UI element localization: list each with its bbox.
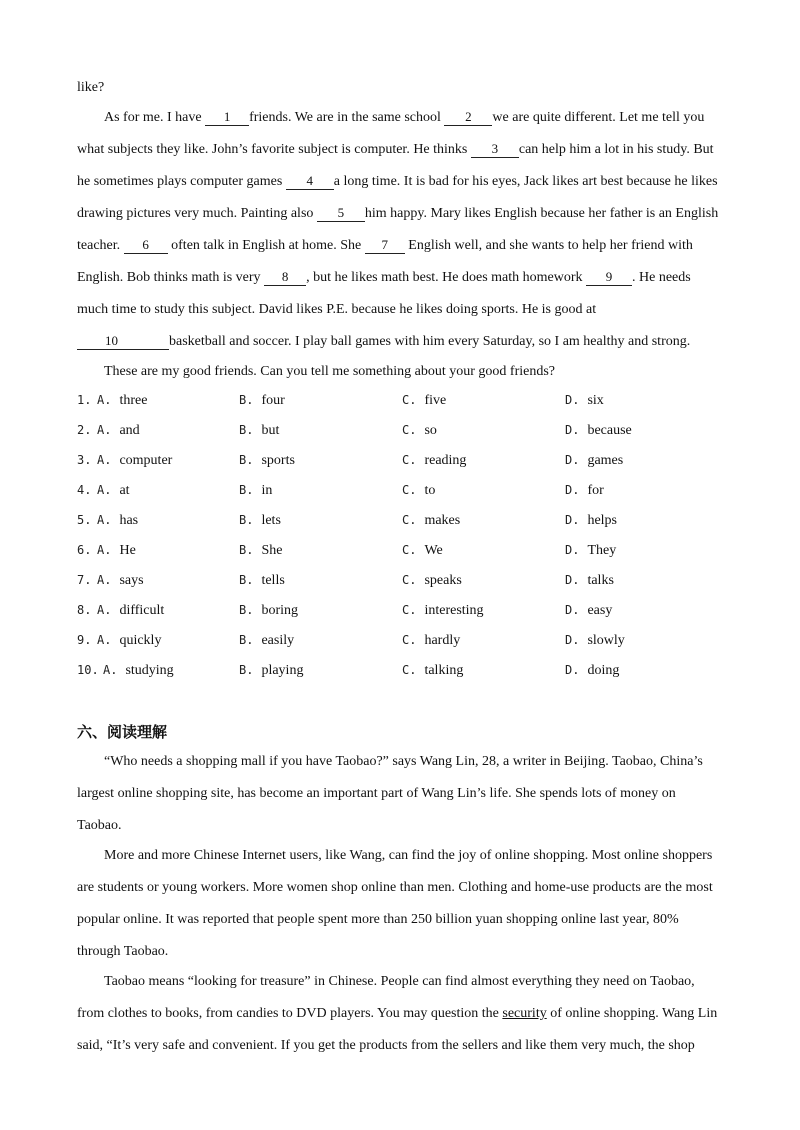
- option-c[interactable]: [402, 543, 443, 559]
- option-letter: D.: [565, 633, 580, 647]
- option-d[interactable]: [565, 483, 604, 499]
- option-text: to: [424, 483, 436, 498]
- question-number: 7.: [77, 573, 92, 587]
- option-letter: C.: [402, 483, 417, 497]
- reading-text: popular online. It was reported that people spent more than 250 billion yuan shopping online last year, 80%: [77, 912, 679, 927]
- question-number: 2.: [77, 423, 92, 437]
- option-letter: A.: [97, 513, 112, 527]
- option-row: [77, 483, 737, 503]
- question-number: 6.: [77, 543, 92, 557]
- option-letter: B.: [239, 573, 254, 587]
- option-text: He: [119, 543, 136, 558]
- option-letter: D.: [565, 393, 580, 407]
- blank-3: 3: [471, 141, 519, 158]
- option-a[interactable]: [97, 633, 161, 649]
- option-text: playing: [261, 663, 304, 678]
- option-text: computer: [119, 453, 173, 468]
- option-c[interactable]: [402, 513, 460, 529]
- passage-text: drawing pictures very much. Painting also: [77, 206, 317, 221]
- option-text: speaks: [424, 573, 462, 588]
- option-a[interactable]: [97, 393, 147, 409]
- option-letter: C.: [402, 543, 417, 557]
- option-d[interactable]: [565, 513, 617, 529]
- option-text: so: [424, 423, 437, 438]
- option-text: easily: [261, 633, 295, 648]
- option-text: hardly: [424, 633, 461, 648]
- option-c[interactable]: [402, 633, 460, 649]
- option-letter: D.: [565, 483, 580, 497]
- question-number: 9.: [77, 633, 92, 647]
- option-letter: D.: [565, 453, 580, 467]
- reading-line: [77, 785, 676, 803]
- option-letter: C.: [402, 663, 417, 677]
- option-text: six: [587, 393, 604, 408]
- option-letter: A.: [97, 483, 112, 497]
- option-a[interactable]: [97, 543, 136, 559]
- blank-10-number: 10: [105, 333, 118, 348]
- passage-text: can help him a lot in his study. But: [518, 142, 714, 157]
- blank-7: 7: [365, 237, 405, 254]
- reading-line: [77, 1037, 695, 1055]
- option-text: games: [587, 453, 624, 468]
- passage-text: . He needs: [632, 270, 691, 285]
- option-text: sports: [261, 453, 295, 468]
- underlined-word: security: [502, 1006, 547, 1021]
- option-text: quickly: [119, 633, 162, 648]
- passage-line: [77, 333, 690, 351]
- reading-line: [77, 1005, 717, 1023]
- passage-text: like?: [77, 80, 105, 95]
- option-letter: C.: [402, 423, 417, 437]
- option-a[interactable]: [103, 663, 174, 679]
- option-a[interactable]: [97, 453, 172, 469]
- option-d[interactable]: [565, 423, 632, 439]
- passage-line: [77, 79, 104, 97]
- option-letter: A.: [97, 453, 112, 467]
- passage-text: what subjects they like. John’s favorite subject is computer. He thinks: [77, 142, 471, 157]
- option-letter: C.: [402, 513, 417, 527]
- option-letter: D.: [565, 543, 580, 557]
- option-c[interactable]: [402, 423, 437, 439]
- option-text: reading: [424, 453, 467, 468]
- section-title: 六、阅读理解: [77, 723, 168, 741]
- passage-text: he sometimes plays computer games: [77, 174, 286, 189]
- blank-6: 6: [124, 237, 168, 254]
- option-row: [77, 513, 737, 533]
- option-c[interactable]: [402, 663, 463, 679]
- option-letter: A.: [97, 393, 112, 407]
- option-d[interactable]: [565, 633, 625, 649]
- option-d[interactable]: [565, 393, 604, 409]
- blank-4: 4: [286, 173, 334, 190]
- option-row: [77, 423, 737, 443]
- option-letter: D.: [565, 423, 580, 437]
- option-letter: B.: [239, 543, 254, 557]
- option-letter: D.: [565, 663, 580, 677]
- option-letter: B.: [239, 483, 254, 497]
- option-letter: B.: [239, 633, 254, 647]
- reading-line: [77, 879, 713, 897]
- option-letter: B.: [239, 453, 254, 467]
- option-text: at: [119, 483, 130, 498]
- option-text: interesting: [424, 603, 484, 618]
- option-c[interactable]: [402, 603, 484, 619]
- option-letter: A.: [97, 603, 112, 617]
- option-a[interactable]: [97, 423, 140, 439]
- reading-text: are students or young workers. More women shop online than men. Clothing and home-use products are the most: [77, 880, 713, 895]
- question-number: 4.: [77, 483, 92, 497]
- reading-text: More and more Chinese Internet users, like Wang, can find the joy of online shopping. Most online shoppers: [104, 848, 713, 863]
- option-letter: C.: [402, 603, 417, 617]
- passage-text: basketball and soccer. I play ball games with him every Saturday, so I am healthy and strong.: [169, 334, 691, 349]
- option-b[interactable]: [239, 633, 294, 649]
- option-letter: B.: [239, 423, 254, 437]
- passage-text: him happy. Mary likes English because her father is an English: [364, 206, 719, 221]
- question-number: 10.: [77, 663, 99, 677]
- option-c[interactable]: [402, 483, 435, 499]
- option-a[interactable]: [97, 603, 164, 619]
- passage-text: friends. We are in the same school: [249, 110, 445, 125]
- option-text: because: [587, 423, 632, 438]
- option-letter: A.: [97, 633, 112, 647]
- option-letter: C.: [402, 453, 417, 467]
- option-text: says: [119, 573, 144, 588]
- option-b[interactable]: [239, 603, 298, 619]
- reading-text: largest online shopping site, has become an important part of Wang Lin’s life. She spends lots of money on: [77, 786, 676, 801]
- option-text: We: [424, 543, 443, 558]
- option-text: boring: [261, 603, 299, 618]
- option-text: doing: [587, 663, 620, 678]
- option-text: studying: [125, 663, 174, 678]
- blank-8: 8: [264, 269, 306, 286]
- question-number: 3.: [77, 453, 92, 467]
- option-letter: A.: [103, 663, 118, 677]
- option-text: lets: [261, 513, 281, 528]
- option-letter: D.: [565, 513, 580, 527]
- option-text: helps: [587, 513, 618, 528]
- option-d[interactable]: [565, 543, 616, 559]
- option-letter: A.: [97, 423, 112, 437]
- option-letter: B.: [239, 603, 254, 617]
- reading-line: [77, 911, 679, 929]
- option-b[interactable]: [239, 483, 272, 499]
- option-letter: D.: [565, 603, 580, 617]
- option-d[interactable]: [565, 573, 614, 589]
- blank-9: 9: [586, 269, 632, 286]
- option-text: She: [261, 543, 283, 558]
- reading-text: through Taobao.: [77, 944, 169, 959]
- passage-text: much time to study this subject. David likes P.E. because he likes doing sports. He is good at: [77, 302, 597, 317]
- option-letter: A.: [97, 543, 112, 557]
- passage-text: English well, and she wants to help her friend with: [404, 238, 693, 253]
- option-letter: D.: [565, 573, 580, 587]
- option-letter: B.: [239, 393, 254, 407]
- option-a[interactable]: [97, 483, 130, 499]
- reading-text: of online shopping. Wang Lin: [546, 1006, 718, 1021]
- option-d[interactable]: [565, 663, 619, 679]
- blank-2: 2: [444, 109, 492, 126]
- passage-line: [104, 363, 555, 381]
- passage-text: These are my good friends. Can you tell me something about your good friends?: [104, 364, 556, 379]
- option-b[interactable]: [239, 453, 295, 469]
- question-number: 5.: [77, 513, 92, 527]
- option-text: but: [261, 423, 280, 438]
- reading-line: [104, 753, 703, 771]
- passage-line: [77, 269, 691, 287]
- option-text: They: [587, 543, 617, 558]
- passage-text: a long time. It is bad for his eyes, Jack likes art best because he likes: [333, 174, 718, 189]
- question-number: 1.: [77, 393, 92, 407]
- reading-line: [77, 817, 122, 835]
- reading-text: Taobao means “looking for treasure” in Chinese. People can find almost everything they need on Taobao,: [104, 974, 695, 989]
- option-row: [77, 543, 737, 563]
- option-d[interactable]: [565, 603, 612, 619]
- option-row: [77, 603, 737, 623]
- option-text: difficult: [119, 603, 165, 618]
- passage-line: [77, 205, 718, 223]
- option-letter: A.: [97, 573, 112, 587]
- option-text: easy: [587, 603, 613, 618]
- option-c[interactable]: [402, 573, 462, 589]
- reading-line: [77, 943, 168, 961]
- passage-text: teacher.: [77, 238, 124, 253]
- option-letter: B.: [239, 513, 254, 527]
- option-text: makes: [424, 513, 461, 528]
- option-row: [77, 633, 737, 653]
- option-text: has: [119, 513, 139, 528]
- option-row: [77, 393, 737, 413]
- reading-text: from clothes to books, from candies to DVD players. You may question the: [77, 1006, 503, 1021]
- option-text: talking: [424, 663, 464, 678]
- reading-text: “Who needs a shopping mall if you have Taobao?” says Wang Lin, 28, a writer in Beijing. Taobao, China’s: [104, 754, 703, 769]
- option-text: three: [119, 393, 148, 408]
- question-number: 8.: [77, 603, 92, 617]
- passage-line: [77, 301, 596, 319]
- option-text: talks: [587, 573, 614, 588]
- passage-line: [77, 141, 714, 159]
- option-text: tells: [261, 573, 285, 588]
- option-text: five: [424, 393, 447, 408]
- passage-text: English. Bob thinks math is very: [77, 270, 265, 285]
- option-b[interactable]: [239, 513, 281, 529]
- option-row: [77, 663, 737, 683]
- passage-line: [104, 109, 704, 127]
- passage-text: often talk in English at home. She: [167, 238, 365, 253]
- option-d[interactable]: [565, 453, 623, 469]
- option-c[interactable]: [402, 453, 466, 469]
- option-row: [77, 573, 737, 593]
- passage-line: [77, 173, 718, 191]
- option-b[interactable]: [239, 393, 285, 409]
- blank-10: [77, 333, 169, 350]
- passage-text: we are quite different. Let me tell you: [492, 110, 705, 125]
- option-a[interactable]: [97, 513, 138, 529]
- option-a[interactable]: [97, 573, 144, 589]
- passage-line: [77, 237, 693, 255]
- passage-text: , but he likes math best. He does math homework: [306, 270, 587, 285]
- option-letter: C.: [402, 633, 417, 647]
- option-letter: C.: [402, 393, 417, 407]
- reading-line: [104, 847, 712, 865]
- option-c[interactable]: [402, 393, 446, 409]
- option-text: for: [587, 483, 604, 498]
- option-text: and: [119, 423, 140, 438]
- reading-text: Taobao.: [77, 818, 122, 833]
- option-b[interactable]: [239, 663, 303, 679]
- option-b[interactable]: [239, 573, 285, 589]
- option-letter: C.: [402, 573, 417, 587]
- blank-5: 5: [317, 205, 365, 222]
- option-text: slowly: [587, 633, 625, 648]
- option-b[interactable]: [239, 543, 282, 559]
- option-letter: B.: [239, 663, 254, 677]
- passage-text: As for me. I have: [104, 110, 206, 125]
- option-b[interactable]: [239, 423, 279, 439]
- option-text: in: [261, 483, 273, 498]
- reading-text: said, “It’s very safe and convenient. If you get the products from the sellers and like them very much, the shop: [77, 1038, 695, 1053]
- blank-1: 1: [205, 109, 249, 126]
- option-row: [77, 453, 737, 473]
- reading-line: [104, 973, 695, 991]
- option-text: four: [261, 393, 285, 408]
